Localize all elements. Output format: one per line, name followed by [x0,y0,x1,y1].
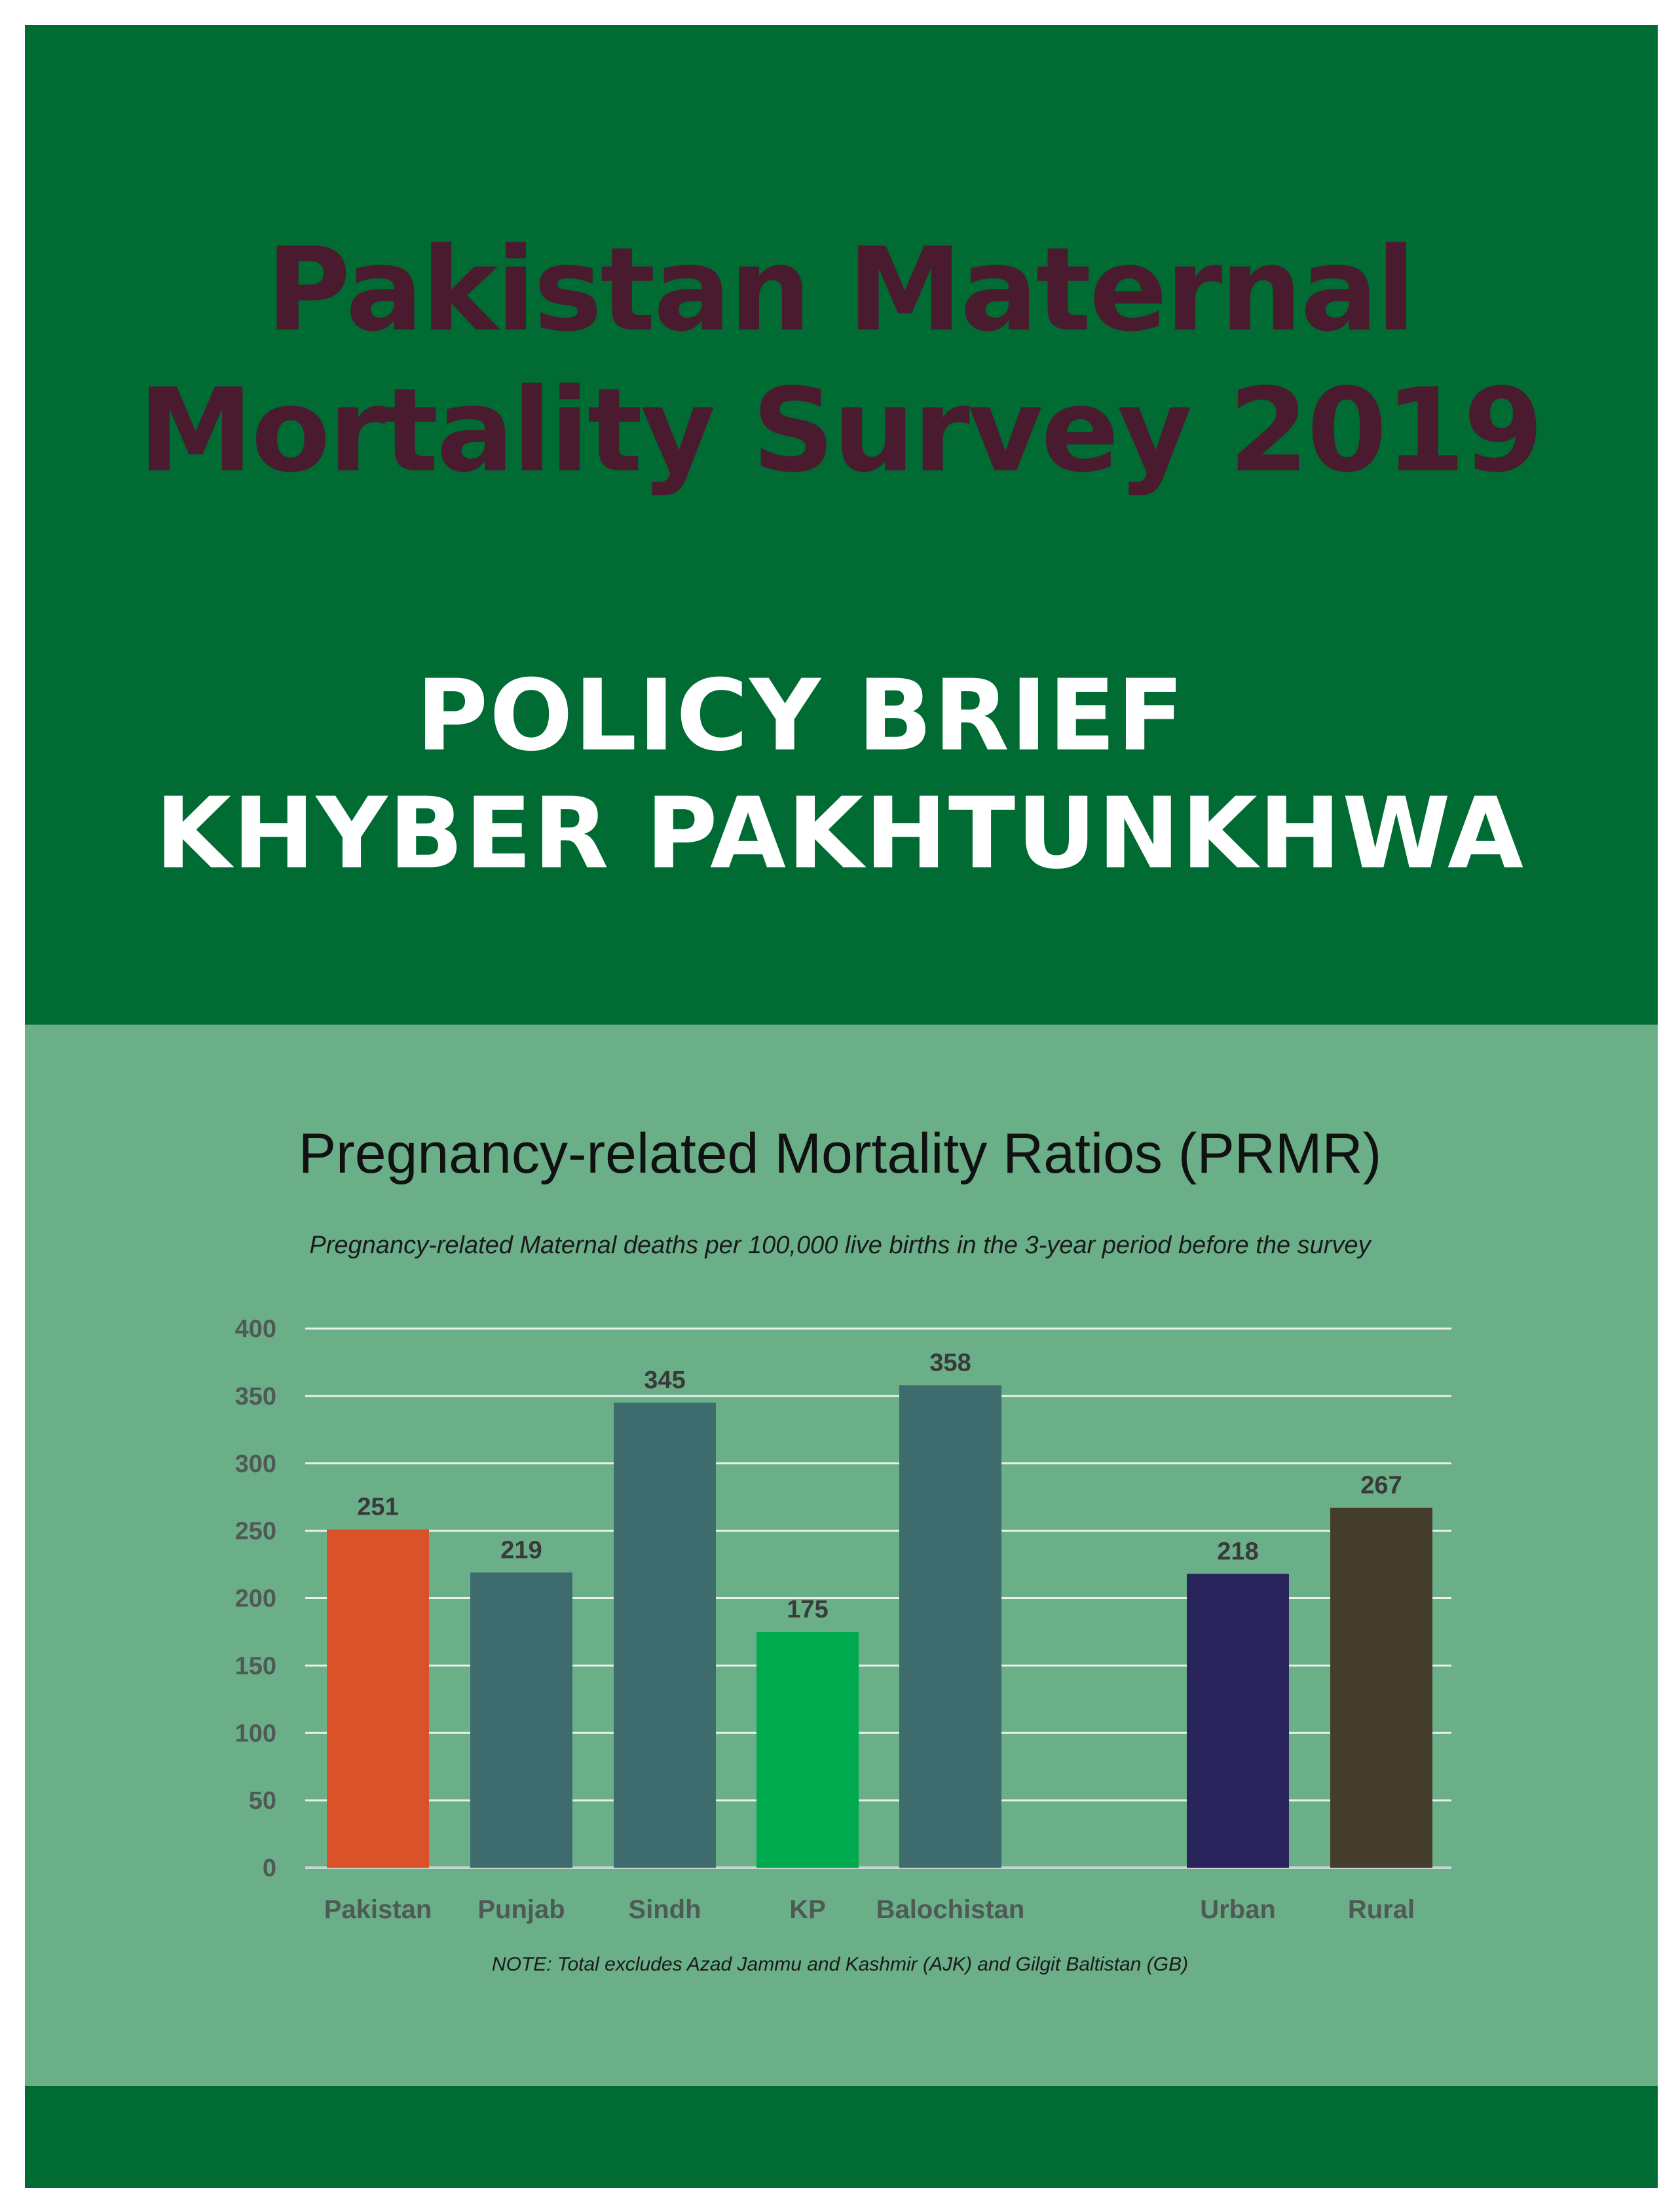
y-tick-label: 50 [248,1787,276,1815]
bar-kp [756,1632,859,1868]
x-category-label: Balochistan [876,1895,1025,1924]
x-category-label: Pakistan [324,1895,432,1924]
x-category-label: Sindh [628,1895,701,1924]
y-tick-label: 0 [262,1855,276,1882]
data-label: 267 [1360,1471,1402,1500]
bar-rural [1330,1508,1432,1868]
policy-brief-label: POLICY BRIEF [416,659,1185,773]
data-label: 175 [787,1595,829,1623]
y-tick-label: 100 [234,1720,276,1748]
x-category-label: Punjab [477,1895,565,1924]
x-category-label: KP [789,1895,826,1924]
x-axis-categories [324,1895,1415,1924]
bar-punjab [470,1572,572,1868]
bars [327,1385,1432,1868]
data-label: 219 [500,1536,542,1564]
x-category-label: Rural [1347,1895,1415,1924]
y-tick-label: 150 [234,1652,276,1680]
y-tick-label: 400 [234,1315,276,1343]
province-label: KHYBER PAKHTUNKHWA [155,777,1525,891]
y-tick-label: 300 [234,1450,276,1478]
data-label: 358 [929,1349,971,1377]
y-tick-label: 350 [234,1382,276,1410]
chart-title: Pregnancy-related Mortality Ratios (PRMR) [298,1122,1382,1185]
data-label: 251 [357,1493,399,1521]
bar-urban [1187,1574,1289,1868]
data-label: 218 [1217,1538,1259,1566]
x-category-label: Urban [1200,1895,1276,1924]
y-tick-label: 200 [234,1585,276,1613]
bar-sindh [614,1403,716,1868]
chart-note: NOTE: Total excludes Azad Jammu and Kashmir (AJK) and Gilgit Baltistan (GB) [491,1954,1189,1975]
y-tick-label: 250 [234,1517,276,1545]
chart-subtitle: Pregnancy-related Maternal deaths per 100,000 live births in the 3-year period before the survey [309,1232,1371,1259]
data-label: 345 [644,1367,686,1395]
report-title-line-2: Mortality Survey 2019 [138,364,1542,498]
report-title-line-1: Pakistan Maternal [266,223,1414,357]
y-axis-ticks [235,1315,276,1882]
bar-pakistan [327,1530,429,1868]
bar-balochistan [899,1385,1001,1868]
